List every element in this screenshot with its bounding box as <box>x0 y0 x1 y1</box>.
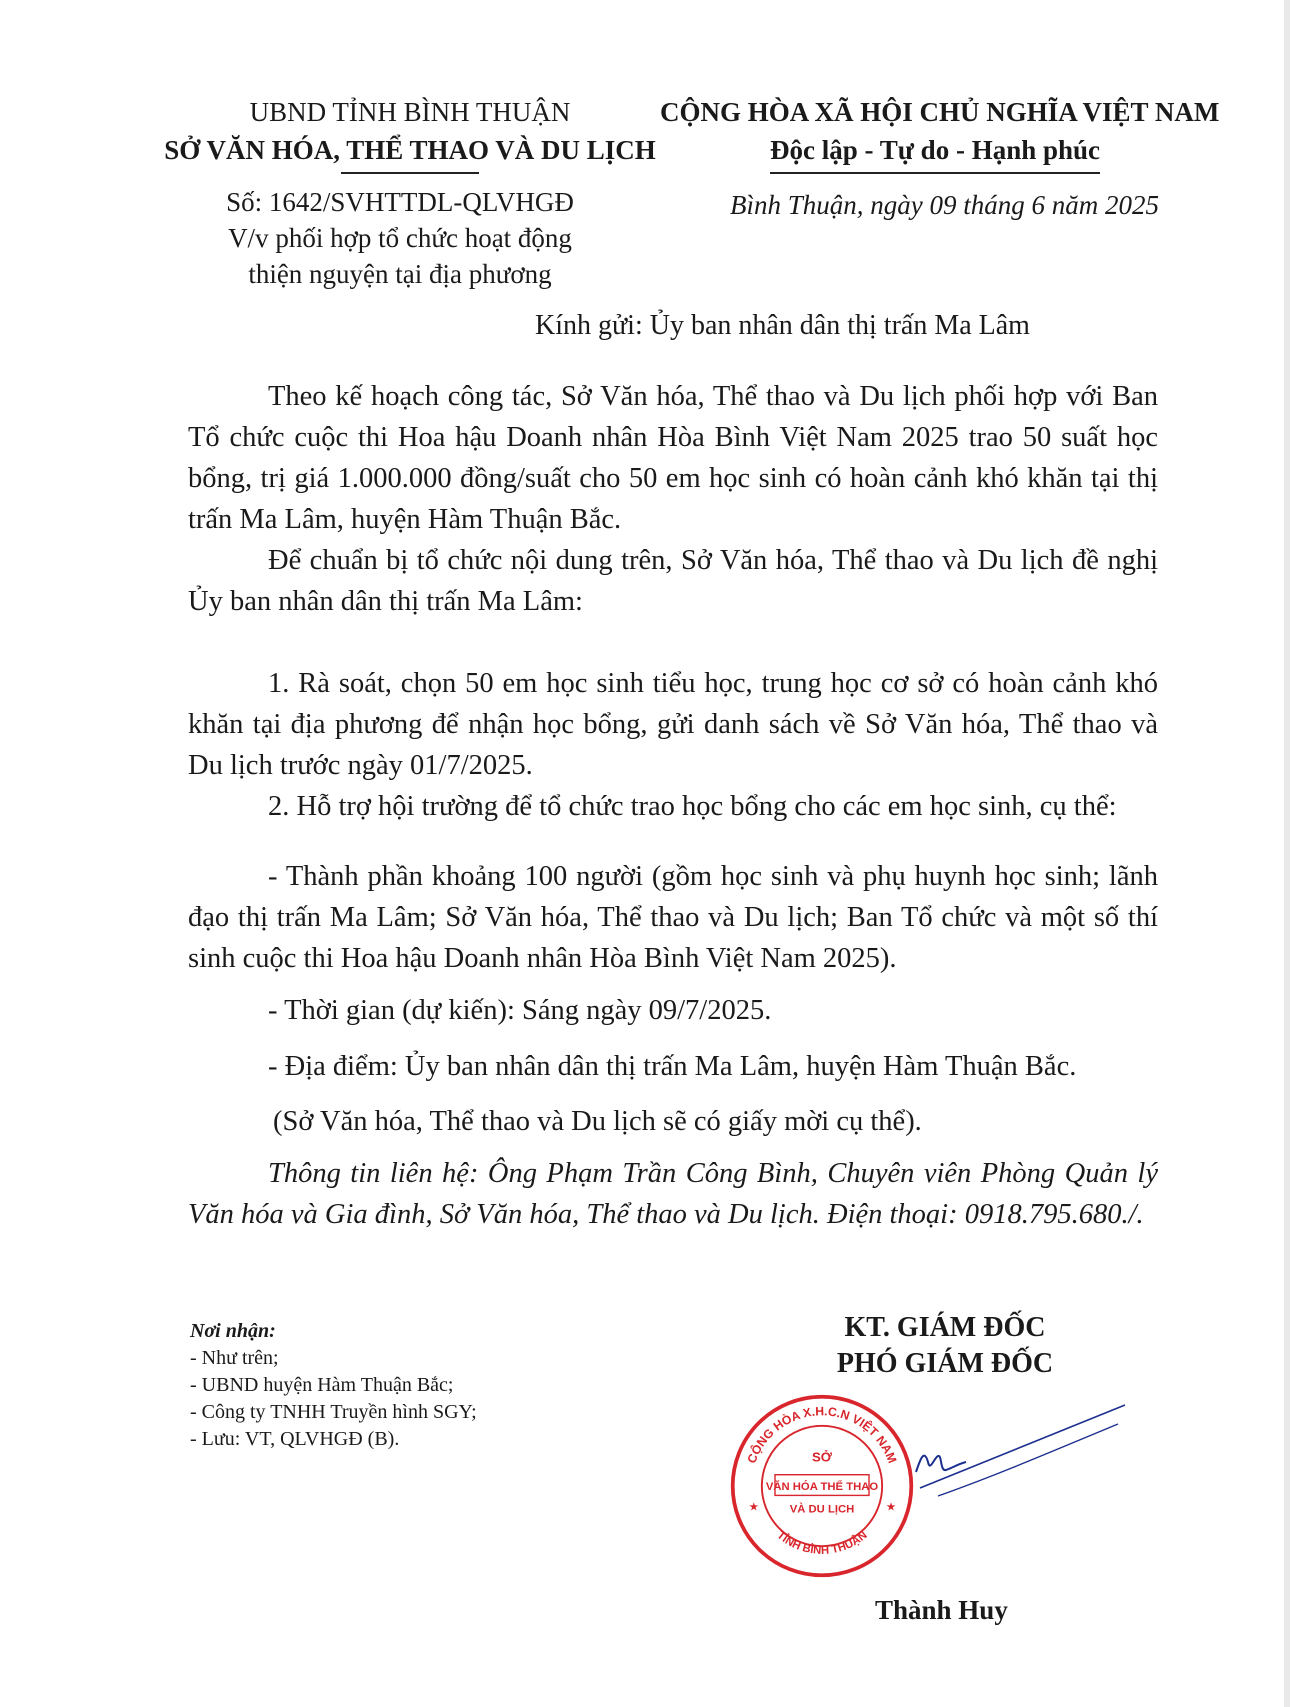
svg-text:★: ★ <box>885 1501 897 1514</box>
recipient-item: - Công ty TNHH Truyền hình SGY; <box>190 1401 477 1423</box>
contact-info: Thông tin liên hệ: Ông Phạm Trần Công Bình, Chuyên viên Phòng Quản lý Văn hóa và Gia đình, Sở Văn hóa, Thể thao và Du lịch. Điện thoại: 0918.795.680./. <box>188 1158 1158 1230</box>
svg-text:VÀ DU LỊCH: VÀ DU LỊCH <box>789 1503 855 1516</box>
invitation-note: (Sở Văn hóa, Thể thao và Du lịch sẽ có giấy mời cụ thể). <box>273 1106 922 1137</box>
svg-text:SỞ: SỞ <box>812 1449 832 1465</box>
issuing-authority <box>160 93 660 174</box>
place-date: Bình Thuận, ngày 09 tháng 6 năm 2025 <box>730 190 1159 220</box>
document-number: Số: 1642/SVHTTDL-QLVHGĐ <box>226 187 574 217</box>
national-header <box>660 93 1220 174</box>
page-edge <box>1284 0 1290 1707</box>
org-parent: UBND TỈNH BÌNH THUẬN <box>249 97 571 127</box>
document-reference <box>195 184 605 292</box>
signer-name: Thành Huy <box>875 1595 1008 1625</box>
detail-venue: - Địa điểm: Ủy ban nhân dân thị trấn Ma Lâm, huyện Hàm Thuận Bắc. <box>268 1051 1077 1082</box>
svg-text:CỘNG HÒA X.H.C.N VIỆT NAM: CỘNG HÒA X.H.C.N VIỆT NAM <box>744 1404 900 1466</box>
subject-line-2: thiện nguyện tại địa phương <box>248 259 552 289</box>
subject-line-1: V/v phối hợp tổ chức hoạt động <box>228 223 572 253</box>
svg-text:TỈNH BÌNH THUẬN: TỈNH BÌNH THUẬN <box>774 1529 870 1557</box>
recipient-item: - Lưu: VT, QLVHGĐ (B). <box>190 1428 400 1450</box>
addressee: Kính gửi: Ủy ban nhân dân thị trấn Ma Lâm <box>535 310 1030 341</box>
svg-text:VĂN HÓA THỂ THAO: VĂN HÓA THỂ THAO <box>765 1480 879 1493</box>
detail-time: - Thời gian (dự kiến): Sáng ngày 09/7/2025. <box>268 995 772 1026</box>
org-name: SỞ VĂN HÓA, THỂ THAO VÀ DU LỊCH <box>164 135 656 165</box>
recipients-list <box>190 1318 590 1453</box>
signatory-title-line-2: PHÓ GIÁM ĐỐC <box>836 1348 1054 1379</box>
org-underline <box>341 172 479 174</box>
detail-participants: - Thành phần khoảng 100 người (gồm học sinh và phụ huynh học sinh; lãnh đạo thị trấn Ma Lâm; Sở Văn hóa, Thể thao và Du lịch; Ban Tổ chức và một số thí sinh cuộc thi Hoa hậu Doanh nhân Hòa Bình Việt Nam 2025). <box>188 861 1158 974</box>
national-motto: Độc lập - Tự do - Hạnh phúc <box>770 131 1100 174</box>
signatory-title <box>760 1310 1130 1382</box>
recipient-item: - UBND huyện Hàm Thuận Bắc; <box>190 1374 454 1396</box>
recipient-item: - Như trên; <box>190 1347 279 1369</box>
list-item-2: 2. Hỗ trợ hội trường để tổ chức trao học bổng cho các em học sinh, cụ thể: <box>268 791 1117 822</box>
body-paragraph-1: Theo kế hoạch công tác, Sở Văn hóa, Thể thao và Du lịch phối hợp với Ban Tổ chức cuộc thi Hoa hậu Doanh nhân Hòa Bình Việt Nam 2025 trao 50 suất học bổng, trị giá 1.000.000 đồng/suất cho 50 em học sinh có hoàn cảnh khó khăn tại thị trấn Ma Lâm, huyện Hàm Thuận Bắc. <box>188 381 1158 535</box>
signatory-title-line-1: KT. GIÁM ĐỐC <box>844 1312 1046 1343</box>
handwritten-signature <box>880 1400 1140 1520</box>
nation-title: CỘNG HÒA XÃ HỘI CHỦ NGHĨA VIỆT NAM <box>660 97 1220 127</box>
official-seal-icon <box>728 1392 916 1580</box>
recipients-title: Nơi nhận: <box>190 1320 276 1342</box>
list-item-1: 1. Rà soát, chọn 50 em học sinh tiểu học, trung học cơ sở có hoàn cảnh khó khăn tại địa phương để nhận học bổng, gửi danh sách về Sở Văn hóa, Thể thao và Du lịch trước ngày 01/7/2025. <box>188 668 1158 781</box>
svg-text:★: ★ <box>748 1501 759 1514</box>
body-paragraph-2: Để chuẩn bị tổ chức nội dung trên, Sở Văn hóa, Thể thao và Du lịch đề nghị Ủy ban nhân dân thị trấn Ma Lâm: <box>188 545 1158 617</box>
